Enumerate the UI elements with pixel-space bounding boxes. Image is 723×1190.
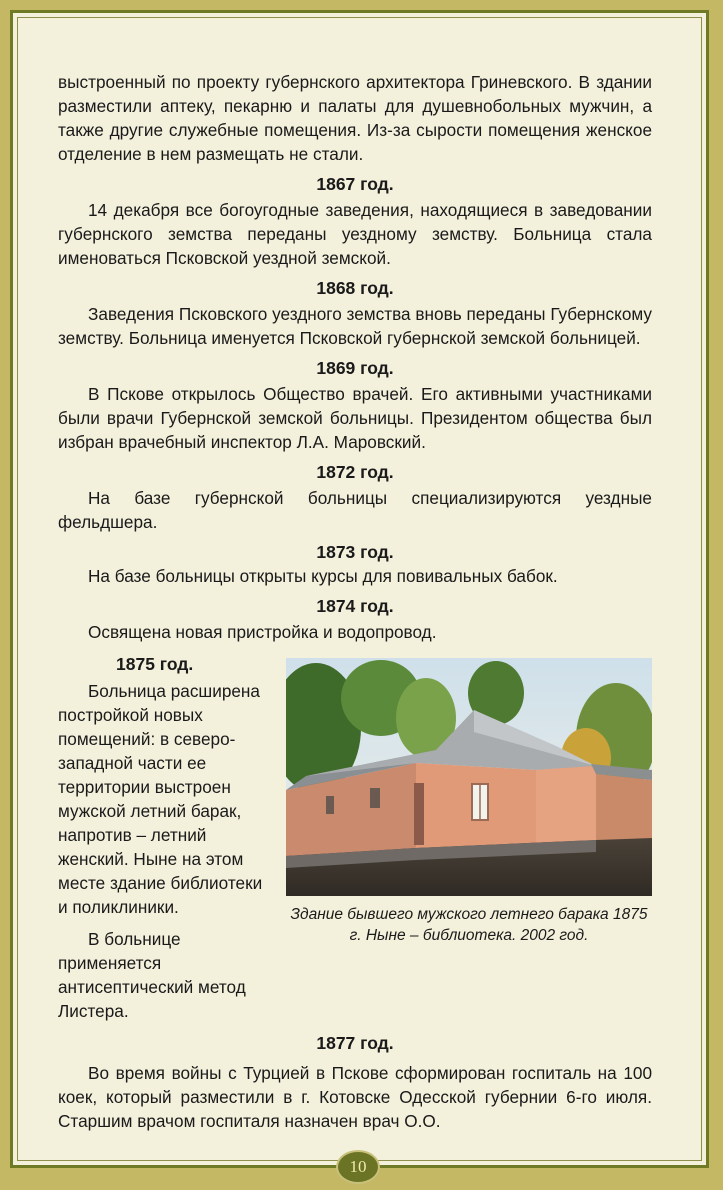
section-1875 <box>58 652 652 1023</box>
page-content <box>58 70 652 1133</box>
intro-paragraph: выстроенный по проекту губернского архитектора Гриневского. В здании разместили аптеку, пекарню и палаты для душевнобольных мужчин, а также другие служебные помещения. Из-за сырости помещения женское отделение в нем размещать не стали. <box>58 72 652 164</box>
year-heading-1877: 1877 год. <box>316 1033 394 1053</box>
year-heading-1867: 1867 год. <box>316 174 394 194</box>
year-heading-1874: 1874 год. <box>316 596 394 616</box>
paragraph-1873: На базе больницы открыты курсы для повивальных бабок. <box>88 566 558 586</box>
year-heading-1875: 1875 год. <box>116 654 194 674</box>
barrack-photo <box>286 658 652 896</box>
year-heading-1869: 1869 год. <box>316 358 394 378</box>
photo-caption: Здание бывшего мужского летнего барака 1875 г. Ныне – библиотека. 2002 год. <box>290 906 648 944</box>
paragraph-1875: Больница расширена постройкой новых помещений: в северо-западной части ее территории выстроен мужской летний барак, напротив – летний женский. Ныне на этом месте здание библиотеки и поликлиники. <box>58 681 263 917</box>
paragraph-1869: В Пскове открылось Общество врачей. Его активными участниками были врачи Губернской земской больницы. Президентом общества был избран врачебный инспектор Л.А. Маровский. <box>58 384 652 452</box>
paragraph-1867: 14 декабря все богоугодные заведения, находящиеся в заведовании губернского земства переданы уездному земству. Больница стала именоваться Псковской уездной земской. <box>58 200 652 268</box>
paragraph-1868: Заведения Псковского уездного земства вновь переданы Губернскому земству. Больница именуется Псковской губернской земской больницей. <box>58 304 652 348</box>
year-heading-1872: 1872 год. <box>316 462 394 482</box>
paragraph-1877: Во время войны с Турцией в Пскове сформирован госпиталь на 100 коек, который разместили в г. Котовске Одесской губернии 6-го июля. Старшим врачом госпиталя назначен врач О.О. <box>58 1063 652 1131</box>
paragraph-1874: Освящена новая пристройка и водопровод. <box>88 622 437 642</box>
section-1875-text <box>58 652 270 1023</box>
photo-block <box>286 658 652 1023</box>
year-heading-1868: 1868 год. <box>316 278 394 298</box>
page-number: 10 <box>336 1150 380 1184</box>
paragraph-1872: На базе губернской больницы специализируются уездные фельдшера. <box>58 488 652 532</box>
barrack-photo-image <box>286 658 652 896</box>
paragraph-1875-lister: В больнице применяется антисептический метод Листера. <box>58 929 246 1021</box>
year-heading-1873: 1873 год. <box>316 542 394 562</box>
